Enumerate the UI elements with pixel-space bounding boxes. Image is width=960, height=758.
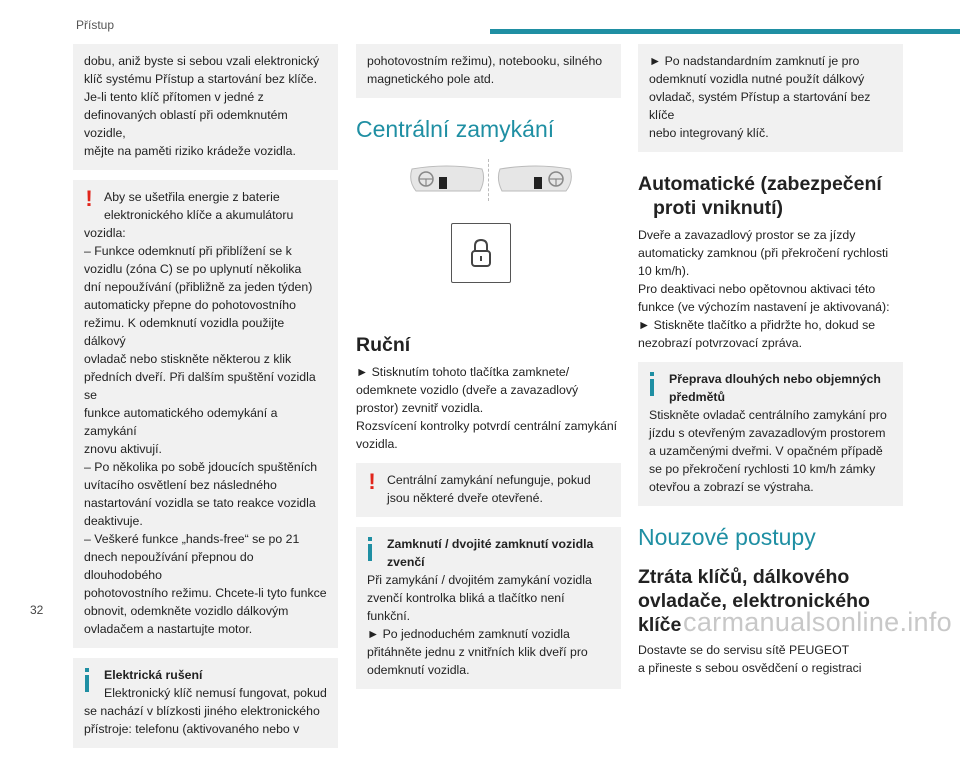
info-title: Zamknutí / dvojité zamknutí vozidla: [387, 537, 594, 551]
text-line: pohotovostního režimu. Chcete-li tyto funkce: [84, 586, 327, 600]
padlock-icon: [452, 224, 510, 282]
central-lock-button[interactable]: [451, 223, 511, 283]
info-title: předmětů: [669, 390, 726, 404]
text-line: funkce (ve výchozím nastavení je aktivovaná):: [638, 300, 890, 314]
text-line: vozidla:: [84, 226, 126, 240]
text-line: vozidlu (zóna C) se po uplynutí několika: [84, 262, 302, 276]
page-number: 32: [30, 603, 44, 617]
text-line: jsou některé dveře otevřené.: [387, 491, 543, 505]
text-line: magnetického pole atd.: [367, 72, 495, 86]
note-box-continuation: [356, 44, 621, 98]
text-line: odemknete vozidlo (dveře a zavazadlový: [356, 383, 579, 397]
warning-exclamation-icon: !: [85, 186, 93, 211]
text-line: se po překročení rychlosti 10 km/h zámky: [649, 462, 876, 476]
text-line: ► Stiskněte tlačítko a přidržte ho, dokud se: [638, 318, 876, 332]
text-line: a přineste s sebou osvědčení o registraci: [638, 661, 862, 675]
text-line: nastartování vozidla se tato reakce vozidla: [84, 496, 316, 510]
text-line: dní nepoužívání (přibližně za jeden týden): [84, 280, 313, 294]
text-line: 10 km/h).: [638, 264, 690, 278]
text-line: – Funkce odemknutí při přiblížení se k: [84, 244, 292, 258]
warning-box-doors-open: [356, 463, 621, 517]
text-line: – Veškeré funkce „hands-free“ se po 21: [84, 532, 300, 546]
text-line: automaticky zamknou (při překročení rychlosti: [638, 246, 889, 260]
section-heading-emergency: Nouzové postupy: [638, 524, 816, 550]
text-line: zvenčí kontrolka bliká a tlačítko není funkční.: [367, 591, 565, 623]
text-line: – Po několika po sobě jdoucích spuštěních: [84, 460, 318, 474]
text-line: vozidla.: [356, 437, 398, 451]
column-3: [638, 44, 903, 677]
text-line: pohotovostním režimu), notebooku, silného: [367, 54, 603, 68]
text-line: odemknutí vozidla.: [367, 663, 470, 677]
info-icon: [82, 668, 96, 692]
text-line: elektronického klíče a akumulátoru: [104, 208, 294, 222]
text-line: Pro deaktivaci nebo opětovnou aktivaci této: [638, 282, 876, 296]
text-line: otevřou a zobrazí se výstraha.: [649, 480, 814, 494]
text-line: se nachází v blízkosti jiného elektronického: [84, 704, 320, 718]
text-line: Při zamykání / dvojitém zamykání vozidla: [367, 573, 592, 587]
text-line: prostor) zevnitř vozidla.: [356, 401, 484, 415]
text-line: definovaných oblastí při odemknutém vozidle,: [84, 108, 288, 140]
text-line: dnech nepoužívání přepnou do dlouhodobého: [84, 550, 254, 582]
watermark: carmanualsonline.info: [683, 607, 952, 637]
text-line: deaktivuje.: [84, 514, 143, 528]
text-line: ovladač nebo stiskněte některou z klik: [84, 352, 292, 366]
text-line: Stiskněte ovladač centrálního zamykání pro: [649, 408, 887, 422]
mirror-lock-left-icon: [406, 165, 486, 195]
column-1: [73, 44, 338, 758]
text-line: obnovit, odemkněte vozidlo dálkovým: [84, 604, 289, 618]
note-box-continuation: [73, 44, 338, 170]
text-line: přístroje: telefonu (aktivovaného nebo v: [84, 722, 300, 736]
text-line: mějte na paměti riziko krádeže vozidla.: [84, 144, 296, 158]
warning-box-battery: [73, 180, 338, 648]
text-line: a uzamčenými dveřmi. V opačném případě: [649, 444, 883, 458]
text-line: přitáhněte jednu z vnitřních klik dveří pro: [367, 645, 588, 659]
text-line: Je-li tento klíč přítomen v jedné z: [84, 90, 264, 104]
text-line: Rozsvícení kontrolky potvrdí centrální zamykání: [356, 419, 618, 433]
text-line: ► Stisknutím tohoto tlačítka zamknete/: [356, 365, 570, 379]
heading-line: klíče: [638, 614, 682, 636]
text-line: odemknutí vozidla nutné použít dálkový: [649, 72, 865, 86]
info-title: Přeprava dlouhých nebo objemných: [669, 372, 881, 386]
text-line: Centrální zamykání nefunguje, pokud: [387, 473, 591, 487]
text-line: uvítacího osvětlení bez následného: [84, 478, 277, 492]
mirror-lock-right-icon: [496, 165, 576, 195]
info-box-interference: [73, 658, 338, 748]
info-box-external-locking: [356, 527, 621, 689]
text-line: Aby se ušetřila energie z baterie: [104, 190, 280, 204]
note-box-continuation: [638, 44, 903, 152]
heading-line: ovladače, elektronického: [638, 590, 870, 612]
text-line: ovladačem a nastartujte motor.: [84, 622, 253, 636]
column-2: [356, 44, 621, 699]
heading-line: Automatické (zabezpečení: [638, 173, 882, 195]
text-line: Dostavte se do servisu sítě PEUGEOT: [638, 643, 850, 657]
warning-exclamation-icon: !: [368, 469, 376, 494]
header-accent-bar: [490, 29, 960, 34]
section-heading-central-locking: Centrální zamykání: [356, 116, 555, 142]
subheading-manual: Ruční: [356, 334, 411, 356]
info-box-long-items: [638, 362, 903, 506]
text-line: automaticky přepne do pohotovostního: [84, 298, 296, 312]
info-icon: [365, 537, 379, 561]
text-line: Elektronický klíč nemusí fungovat, pokud: [104, 686, 327, 700]
info-title: zvenčí: [387, 555, 425, 569]
text-line: režimu. K odemknutí vozidla použijte dálkový: [84, 316, 285, 348]
info-title: Elektrická rušení: [104, 668, 203, 682]
text-line: funkce automatického odemykání a zamykání: [84, 406, 278, 438]
page-header-title: Přístup: [76, 18, 115, 32]
text-line: jízdu s otevřeným zavazadlovým prostorem: [649, 426, 886, 440]
text-line: dobu, aniž byste si sebou vzali elektronický: [84, 54, 320, 68]
heading-automatic-locking: [638, 172, 903, 220]
text-line: předních dveří. Při dalším spuštění vozidla se: [84, 370, 316, 402]
text-line: ► Po jednoduchém zamknutí vozidla: [367, 627, 570, 641]
text-line: nebo integrovaný klíč.: [649, 126, 769, 140]
illustration-central-locking: [356, 157, 621, 335]
heading-line: Ztráta klíčů, dálkového: [638, 566, 850, 588]
illustration-divider: [488, 159, 489, 201]
text-line: nezobrazí potvrzovací zpráva.: [638, 336, 803, 350]
text-line: znovu aktivují.: [84, 442, 162, 456]
heading-line: proti vniknutí): [653, 197, 783, 219]
text-line: Dveře a zavazadlový prostor se za jízdy: [638, 228, 856, 242]
text-line: ovladač, systém Přístup a startování bez klíče: [649, 90, 871, 122]
info-icon: [647, 372, 661, 396]
text-line: ► Po nadstandardním zamknutí je pro: [649, 54, 860, 68]
text-line: klíč systému Přístup a startování bez klíče.: [84, 72, 318, 86]
